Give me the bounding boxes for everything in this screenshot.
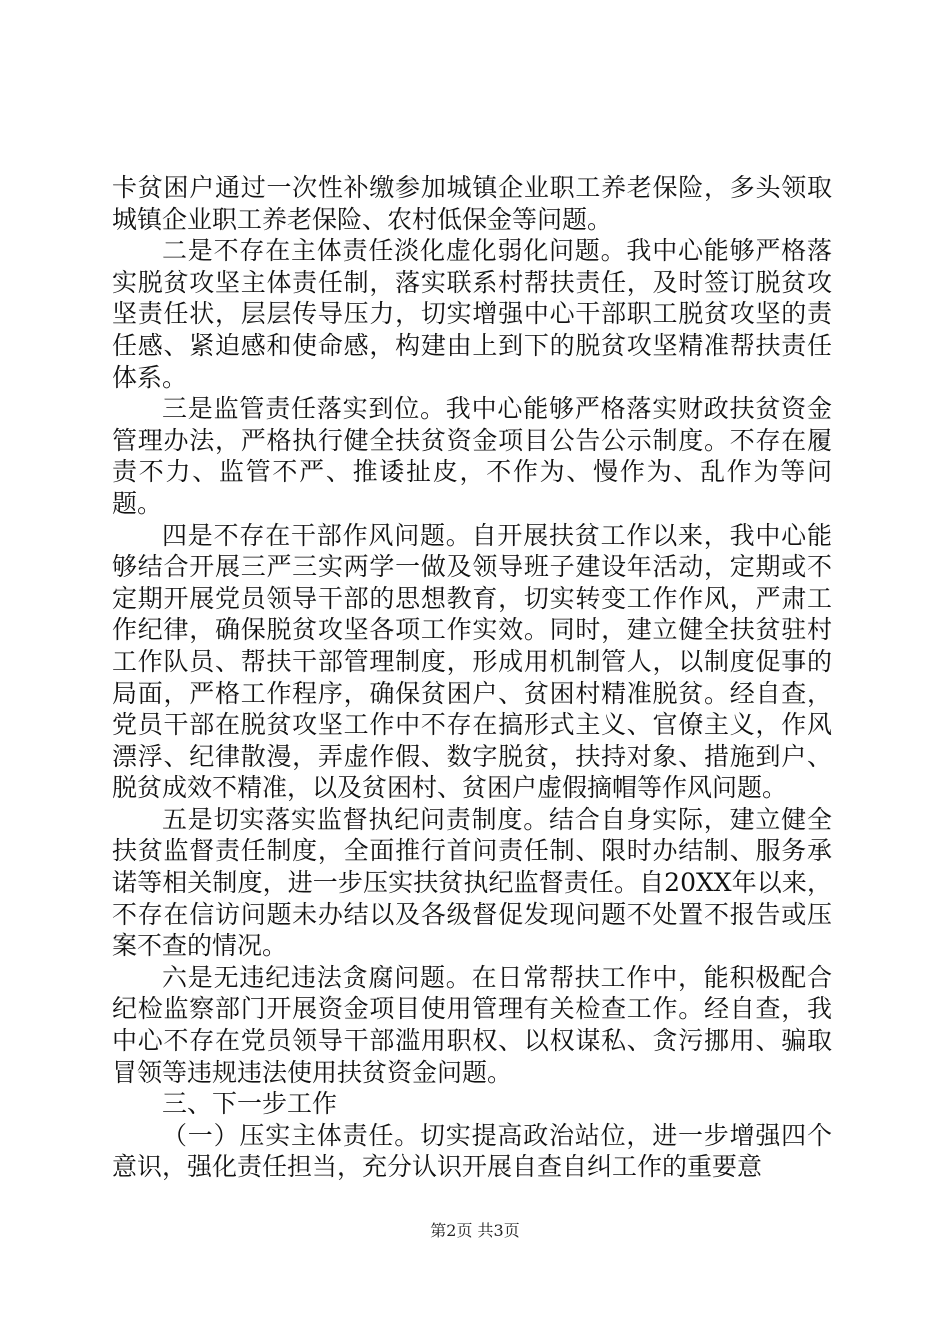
section-heading: 三、下一步工作 <box>162 1089 338 1119</box>
paragraph-item-2: 二是不存在主体责任淡化虚化弱化问题。我中心能够严格落实脱贫攻坚主体责任制，落实联系村帮扶责任，及时签订脱贫攻坚责任状，层层传导压力，切实增强中心干部职工脱贫攻坚的责任感、紧迫感和使命感，构建由上到下的脱贫攻坚精准帮扶责任体系。 <box>112 236 832 392</box>
paragraph-item-6: 六是无违纪违法贪腐问题。在日常帮扶工作中，能积极配合纪检监察部门开展资金项目使用管理有关检查工作。经自查，我中心不存在党员领导干部滥用职权、以权谋私、贪污挪用、骗取冒领等违规违法使用扶贫资金问题。 <box>112 962 832 1087</box>
paragraph-item-5: 五是切实落实监督执纪问责制度。结合自身实际，建立健全扶贫监督责任制度，全面推行首问责任制、限时办结制、服务承诺等相关制度，进一步压实扶贫执纪监督责任。自20XX年以来，不存在信访问题未办结以及各级督促发现问题不处置不报告或压案不查的情况。 <box>112 804 832 961</box>
paragraph-subsection-1: （一）压实主体责任。切实提高政治站位，进一步增强四个意识，强化责任担当，充分认识开展自查自纠工作的重要意 <box>112 1120 832 1182</box>
paragraph-item-3: 三是监管责任落实到位。我中心能够严格落实财政扶贫资金管理办法，严格执行健全扶贫资金项目公告公示制度。不存在履责不力、监管不严、推诿扯皮，不作为、慢作为、乱作为等问题。 <box>112 394 832 518</box>
page-footer: 第2页 共3页 <box>430 1221 520 1240</box>
paragraph-continuation: 卡贫困户通过一次性补缴参加城镇企业职工养老保险，多头领取城镇企业职工养老保险、农村低保金等问题。 <box>112 173 832 234</box>
paragraph-item-4: 四是不存在干部作风问题。自开展扶贫工作以来，我中心能够结合开展三严三实两学一做及领导班子建设年活动，定期或不定期开展党员领导干部的思想教育，切实转变工作作风，严肃工作纪律，确保脱贫攻坚各项工作实效。同时，建立健全扶贫驻村工作队员、帮扶干部管理制度，形成用机制管人，以制度促事的局面，严格工作程序，确保贫困户、贫困村精准脱贫。经自查，党员干部在脱贫攻坚工作中不存在搞形式主义、官僚主义，作风漂浮、纪律散漫，弄虚作假、数字脱贫，扶持对象、措施到户、脱贫成效不精准，以及贫困村、贫困户虚假摘帽等作风问题。 <box>112 520 832 803</box>
body-text <box>112 172 832 1183</box>
